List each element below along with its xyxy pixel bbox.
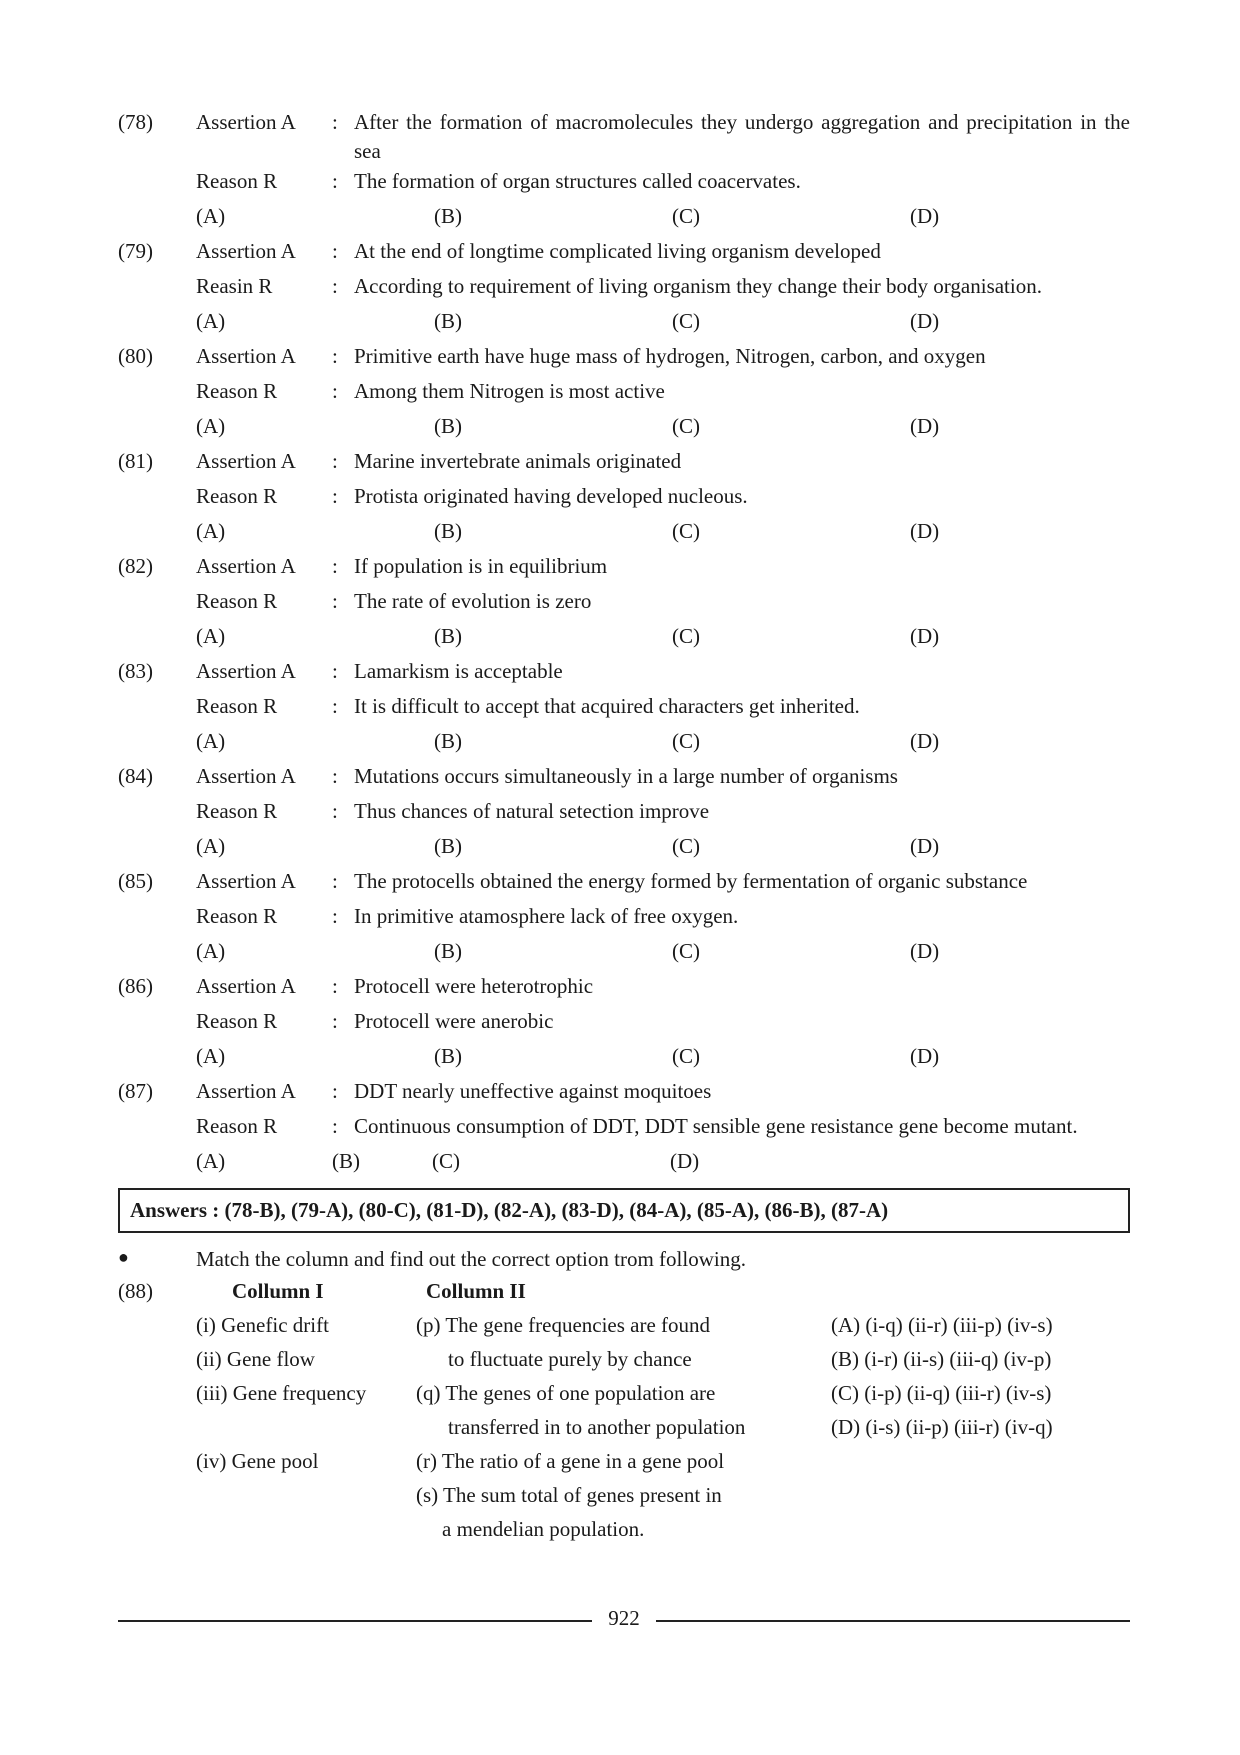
option-c: (C) bbox=[672, 623, 700, 648]
option-c: (C) bbox=[672, 728, 700, 753]
option-a: (A) bbox=[196, 1148, 226, 1173]
reason-row bbox=[118, 692, 1130, 727]
reason-label: Reason R bbox=[196, 1113, 278, 1138]
assertion-text: Primitive earth have huge mass of hydrogen, Nitrogen, carbon, and oxygen bbox=[354, 343, 986, 368]
match-table bbox=[118, 1311, 1130, 1549]
question-block bbox=[118, 342, 1130, 447]
question-number: (85) bbox=[118, 868, 153, 893]
assertion-label: Assertion A bbox=[196, 763, 296, 788]
question-block bbox=[118, 108, 1130, 237]
option-c: (C) bbox=[672, 203, 700, 228]
colon: : bbox=[332, 553, 338, 578]
reason-row bbox=[118, 377, 1130, 412]
assertion-text: Mutations occurs simultaneously in a large number of organisms bbox=[354, 763, 898, 788]
reason-text: It is difficult to accept that acquired characters get inherited. bbox=[354, 693, 860, 718]
option-a: (A) bbox=[196, 203, 226, 228]
option-b: (B) bbox=[434, 938, 462, 963]
answer-choice: (D) (i-s) (ii-p) (iii-r) (iv-q) bbox=[831, 1415, 1053, 1440]
option-a: (A) bbox=[196, 728, 226, 753]
colon: : bbox=[332, 343, 338, 368]
question-list bbox=[118, 108, 1130, 1182]
reason-label: Reason R bbox=[196, 168, 278, 193]
option-b: (B) bbox=[434, 623, 462, 648]
colon: : bbox=[332, 868, 338, 893]
assertion-row bbox=[118, 657, 1130, 692]
assertion-row bbox=[118, 237, 1130, 272]
assertion-row bbox=[118, 447, 1130, 482]
column-2-item-continued: a mendelian population. bbox=[442, 1517, 645, 1542]
question-block bbox=[118, 972, 1130, 1077]
colon: : bbox=[332, 973, 338, 998]
reason-text: The formation of organ structures called coacervates. bbox=[354, 168, 801, 193]
column-1-item: (ii) Gene flow bbox=[196, 1347, 315, 1372]
assertion-text: The protocells obtained the energy formed by fermentation of organic substance bbox=[354, 868, 1028, 893]
option-a: (A) bbox=[196, 413, 226, 438]
option-b: (B) bbox=[434, 308, 462, 333]
reason-text: In primitive atamosphere lack of free oxygen. bbox=[354, 903, 739, 928]
assertion-label: Assertion A bbox=[196, 973, 296, 998]
colon: : bbox=[332, 110, 338, 134]
assertion-label: Assertion A bbox=[196, 658, 296, 683]
option-d: (D) bbox=[910, 833, 940, 858]
answer-choice: (B) (i-r) (ii-s) (iii-q) (iv-p) bbox=[831, 1347, 1052, 1372]
question-number: (83) bbox=[118, 658, 153, 683]
question-block bbox=[118, 552, 1130, 657]
colon: : bbox=[332, 238, 338, 263]
reason-label: Reasin R bbox=[196, 273, 273, 298]
column-1-item: (iii) Gene frequency bbox=[196, 1381, 367, 1406]
option-c: (C) bbox=[672, 308, 700, 333]
option-row bbox=[196, 937, 1130, 972]
option-row bbox=[196, 1042, 1130, 1077]
column-2-item-continued: transferred in to another population bbox=[448, 1415, 746, 1440]
column-2-item: (r) The ratio of a gene in a gene pool bbox=[416, 1449, 725, 1474]
colon: : bbox=[332, 798, 338, 823]
column-2-heading: Collumn II bbox=[426, 1279, 526, 1304]
answer-choice: (C) (i-p) (ii-q) (iii-r) (iv-s) bbox=[831, 1381, 1052, 1406]
column-2-item: (s) The sum total of genes present in bbox=[416, 1483, 722, 1508]
colon: : bbox=[332, 658, 338, 683]
option-b: (B) bbox=[434, 518, 462, 543]
colon: : bbox=[332, 1008, 338, 1033]
assertion-text: Protocell were heterotrophic bbox=[354, 973, 594, 998]
question-number: (86) bbox=[118, 973, 153, 998]
assertion-text: At the end of longtime complicated living organism developed bbox=[354, 238, 881, 263]
reason-label: Reason R bbox=[196, 483, 278, 508]
column-2-item: (p) The gene frequencies are found bbox=[416, 1313, 711, 1338]
option-c: (C) bbox=[672, 938, 700, 963]
reason-row bbox=[118, 902, 1130, 937]
option-c: (C) bbox=[672, 1043, 700, 1068]
option-a: (A) bbox=[196, 938, 226, 963]
option-row bbox=[196, 202, 1130, 237]
question-block bbox=[118, 867, 1130, 972]
question-number: (81) bbox=[118, 448, 153, 473]
question-number: (80) bbox=[118, 343, 153, 368]
column-1-item: (iv) Gene pool bbox=[196, 1449, 319, 1474]
option-a: (A) bbox=[196, 308, 226, 333]
question-block bbox=[118, 1077, 1130, 1182]
reason-row bbox=[118, 1112, 1130, 1147]
option-d: (D) bbox=[910, 623, 940, 648]
option-a: (A) bbox=[196, 1043, 226, 1068]
assertion-row bbox=[118, 342, 1130, 377]
option-d: (D) bbox=[910, 203, 940, 228]
colon: : bbox=[332, 168, 338, 193]
assertion-row bbox=[118, 762, 1130, 797]
option-row bbox=[196, 517, 1130, 552]
assertion-text: DDT nearly uneffective against moquitoes bbox=[354, 1078, 712, 1103]
page-number: 922 bbox=[608, 1606, 640, 1630]
assertion-text: Lamarkism is acceptable bbox=[354, 658, 563, 683]
reason-label: Reason R bbox=[196, 378, 278, 403]
colon: : bbox=[332, 448, 338, 473]
assertion-text: If population is in equilibrium bbox=[354, 553, 608, 578]
option-row bbox=[196, 832, 1130, 867]
reason-label: Reason R bbox=[196, 1008, 278, 1033]
assertion-label: Assertion A bbox=[196, 343, 296, 368]
option-b: (B) bbox=[434, 728, 462, 753]
colon: : bbox=[332, 693, 338, 718]
match-instruction-row bbox=[118, 1245, 1130, 1277]
option-row bbox=[196, 412, 1130, 447]
assertion-row bbox=[118, 552, 1130, 587]
option-a: (A) bbox=[196, 833, 226, 858]
answer-choice: (A) (i-q) (ii-r) (iii-p) (iv-s) bbox=[831, 1313, 1053, 1338]
reason-text: Protista originated having developed nucleous. bbox=[354, 483, 748, 508]
colon: : bbox=[332, 273, 338, 298]
reason-label: Reason R bbox=[196, 693, 278, 718]
option-b: (B) bbox=[434, 413, 462, 438]
question-number: (84) bbox=[118, 763, 153, 788]
reason-row bbox=[118, 1007, 1130, 1042]
option-b: (B) bbox=[434, 833, 462, 858]
reason-text: Protocell were anerobic bbox=[354, 1008, 554, 1033]
assertion-row bbox=[118, 972, 1130, 1007]
question-block bbox=[118, 762, 1130, 867]
reason-text: Continuous consumption of DDT, DDT sensible gene resistance gene become mutant. bbox=[354, 1113, 1078, 1138]
question-block bbox=[118, 237, 1130, 342]
assertion-label: Assertion A bbox=[196, 238, 296, 263]
option-row bbox=[196, 622, 1130, 657]
colon: : bbox=[332, 763, 338, 788]
reason-row bbox=[118, 272, 1130, 307]
reason-text: Among them Nitrogen is most active bbox=[354, 378, 665, 403]
assertion-label: Assertion A bbox=[196, 1078, 296, 1103]
page-content bbox=[118, 108, 1130, 1549]
colon: : bbox=[332, 903, 338, 928]
option-row bbox=[196, 1147, 1130, 1182]
reason-text: The rate of evolution is zero bbox=[354, 588, 592, 613]
assertion-text: After the formation of macromolecules they undergo aggregation and precipitation in the sea bbox=[354, 110, 1130, 164]
page-footer bbox=[118, 1604, 1130, 1636]
question-number: (88) bbox=[118, 1279, 153, 1304]
match-header bbox=[118, 1277, 1130, 1309]
assertion-label: Assertion A bbox=[196, 553, 296, 578]
option-d: (D) bbox=[910, 1043, 940, 1068]
colon: : bbox=[332, 1078, 338, 1103]
bullet-icon: ● bbox=[118, 1247, 129, 1268]
column-1-item: (i) Genefic drift bbox=[196, 1313, 329, 1338]
colon: : bbox=[332, 1113, 338, 1138]
reason-row bbox=[118, 797, 1130, 832]
column-2-item-continued: to fluctuate purely by chance bbox=[448, 1347, 692, 1372]
assertion-row bbox=[118, 1077, 1130, 1112]
answers-text: Answers : (78-B), (79-A), (80-C), (81-D), (82-A), (83-D), (84-A), (85-A), (86-B), (87-A) bbox=[130, 1197, 889, 1222]
option-b: (B) bbox=[434, 1043, 462, 1068]
reason-text: Thus chances of natural setection improve bbox=[354, 798, 710, 823]
assertion-row bbox=[118, 867, 1130, 902]
question-number: (87) bbox=[118, 1078, 153, 1103]
column-2-item: (q) The genes of one population are bbox=[416, 1381, 716, 1406]
answers-box bbox=[118, 1188, 1130, 1233]
question-block bbox=[118, 657, 1130, 762]
footer-rule-right bbox=[656, 1620, 1130, 1622]
option-d: (D) bbox=[910, 308, 940, 333]
reason-row bbox=[118, 587, 1130, 622]
option-d: (D) bbox=[910, 938, 940, 963]
reason-label: Reason R bbox=[196, 903, 278, 928]
option-c: (C) bbox=[672, 833, 700, 858]
option-row bbox=[196, 307, 1130, 342]
colon: : bbox=[332, 483, 338, 508]
question-number: (79) bbox=[118, 238, 153, 263]
option-c: (C) bbox=[672, 413, 700, 438]
option-c: (C) bbox=[672, 518, 700, 543]
reason-row bbox=[118, 167, 1130, 202]
option-d: (D) bbox=[910, 413, 940, 438]
reason-text: According to requirement of living organism they change their body organisation. bbox=[354, 273, 1042, 298]
match-instruction: Match the column and find out the correct option trom following. bbox=[196, 1247, 746, 1272]
option-c: (C) bbox=[432, 1148, 460, 1173]
colon: : bbox=[332, 378, 338, 403]
assertion-label: Assertion A bbox=[196, 110, 296, 134]
option-d: (D) bbox=[910, 728, 940, 753]
question-block bbox=[118, 447, 1130, 552]
option-b: (B) bbox=[434, 203, 462, 228]
assertion-text: Marine invertebrate animals originated bbox=[354, 448, 682, 473]
assertion-label: Assertion A bbox=[196, 448, 296, 473]
option-d: (D) bbox=[910, 518, 940, 543]
colon: : bbox=[332, 588, 338, 613]
option-row bbox=[196, 727, 1130, 762]
reason-row bbox=[118, 482, 1130, 517]
column-1-heading: Collumn I bbox=[232, 1279, 324, 1304]
option-b: (B) bbox=[332, 1148, 360, 1173]
reason-label: Reason R bbox=[196, 798, 278, 823]
reason-label: Reason R bbox=[196, 588, 278, 613]
assertion-row bbox=[118, 108, 1130, 167]
question-number: (82) bbox=[118, 553, 153, 578]
question-number: (78) bbox=[118, 110, 153, 134]
option-d: (D) bbox=[670, 1148, 700, 1173]
assertion-label: Assertion A bbox=[196, 868, 296, 893]
option-a: (A) bbox=[196, 518, 226, 543]
option-a: (A) bbox=[196, 623, 226, 648]
